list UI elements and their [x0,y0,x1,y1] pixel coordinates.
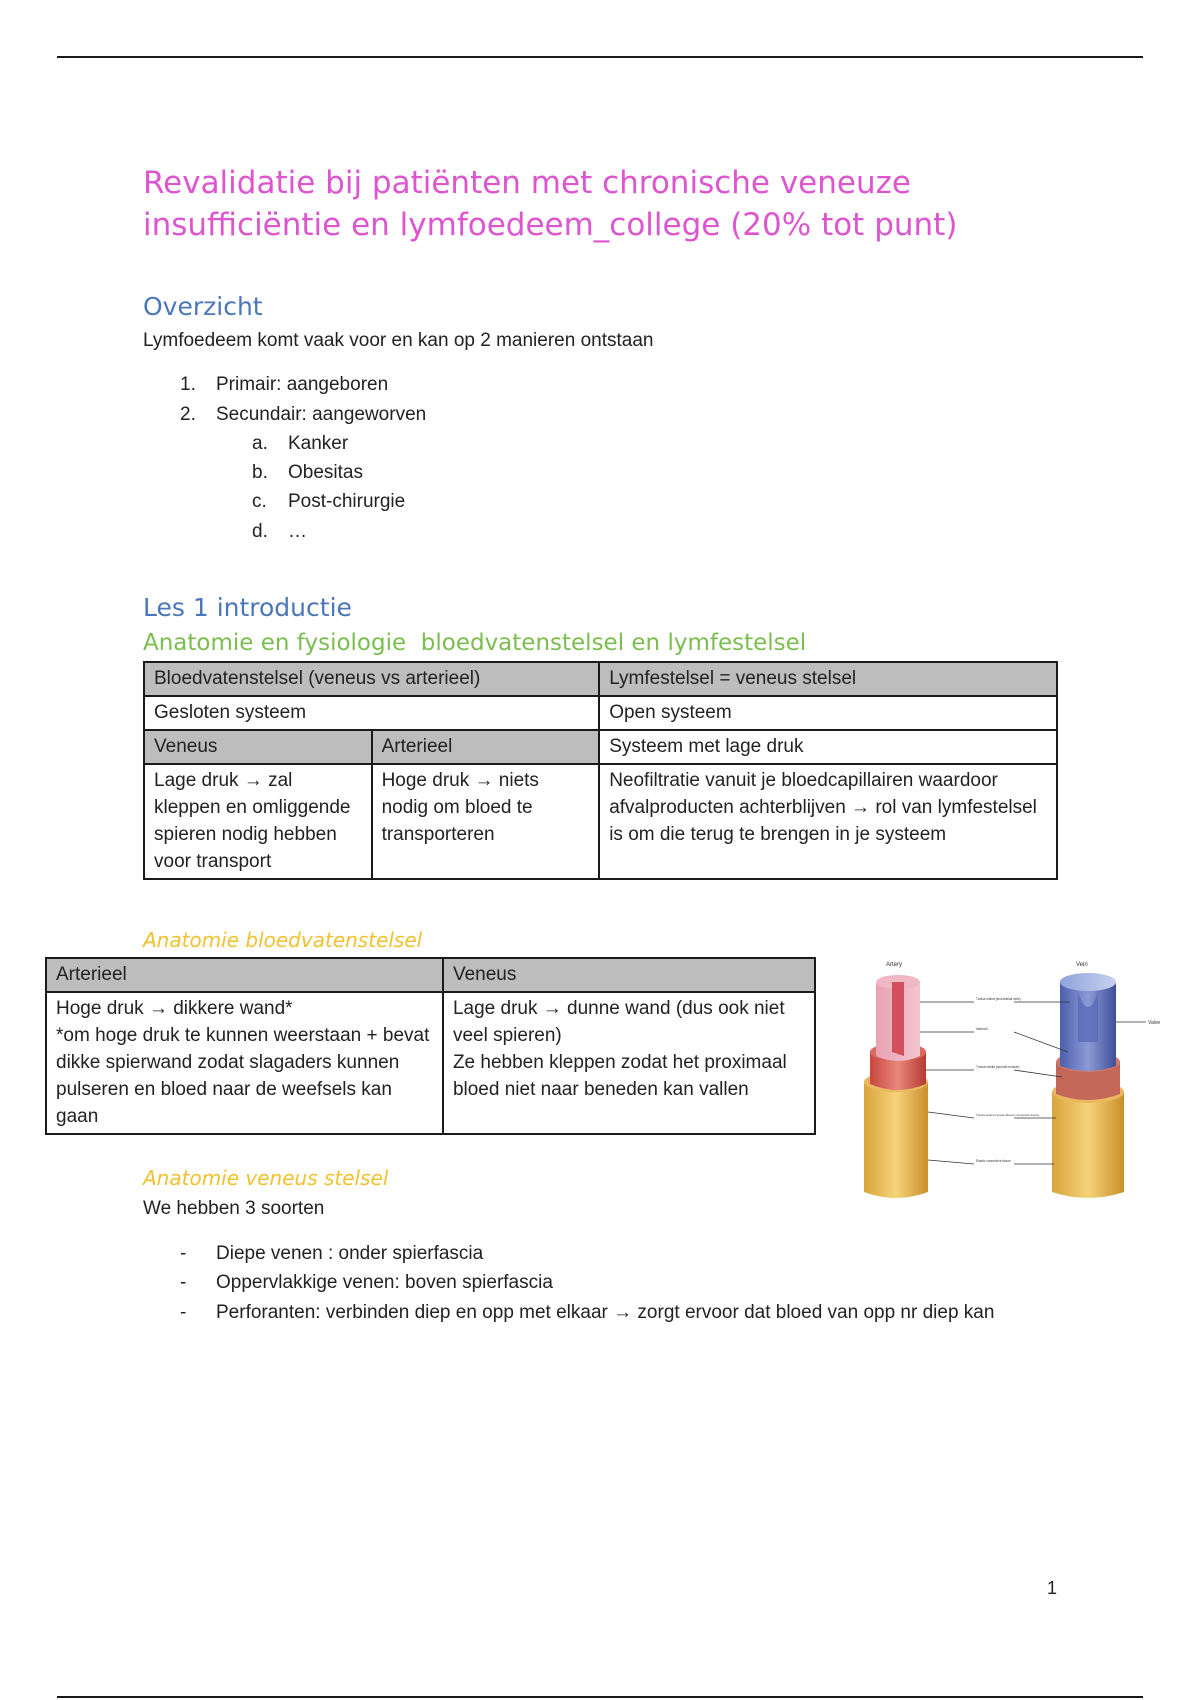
list-text: Secundair: aangeworven [216,404,427,425]
table-cell [443,992,815,1134]
table-cell: Open systeem [599,696,1057,730]
list-text: Perforanten: verbinden diep en opp met elkaar → zorgt ervoor dat bloed van opp nr diep kan [216,1302,995,1323]
list-bullet: - [180,1302,187,1323]
overview-heading: Overzicht [143,292,263,321]
list-bullet: - [180,1272,187,1293]
top-rule [57,56,1143,58]
table-header-arterial: Arterieel [372,730,600,764]
list-text: Diepe venen : onder spierfascia [216,1243,484,1264]
label-artery: Artery [886,962,903,968]
comparison-table [143,661,1058,880]
artery-vein-illustration [856,952,1168,1202]
table-cell: Neofiltratie vanuit je bloedcapillairen waardoor afvalproducten achterblijven → rol van lymfestelsel is om die terug te brengen in je systeem [599,764,1057,879]
table-header-arterial: Arterieel [46,958,443,992]
cell-line: Ze hebben kleppen zodat het proximaal bloed niet naar beneden kan vallen [452,1052,787,1100]
table-cell: Systeem met lage druk [599,730,1057,764]
label-layer: Tunica intima (endothelial cells) [976,997,1021,1001]
table-header-blood: Bloedvatenstelsel (veneus vs arterieel) [144,662,599,696]
cell-line: Lage druk → dunne wand (dus ook niet veel spieren) [452,998,785,1046]
label-vein: Vein [1076,962,1088,968]
artery-drawing [864,975,928,1198]
label-layer: Internal l. [976,1027,990,1031]
list-text: Primair: aangeboren [216,374,389,395]
list-text: Kanker [288,433,349,454]
cell-line: *om hoge druk te kunnen weerstaan + bevat dikke spierwand zodat slagaders kunnen pulseren en bloed naar de weefsels kan gaan [56,1025,430,1127]
list-text: Post-chirurgie [288,491,406,512]
les1-subheading: Anatomie en fysiologie bloedvatenstelsel en lymfestelsel [143,630,807,656]
table-cell [46,992,443,1134]
list-letter: b. [252,462,268,483]
les1-heading: Les 1 introductie [143,593,352,622]
list-letter: d. [252,521,268,542]
list-letter: a. [252,433,268,454]
list-text: Obesitas [288,462,363,483]
list-number: 2. [180,404,196,425]
venous-system-heading: Anatomie veneus stelsel [143,1166,389,1190]
document-title: Revalidatie bij patiënten met chronische veneuze insufficiëntie en lymfoedeem_college (20% tot punt) [143,165,958,243]
table-header-venous: Veneus [443,958,815,992]
venous-system-intro: We hebben 3 soorten [143,1198,325,1219]
label-layer: Tunica externa (loose fibrous connective tissue) [976,1113,1040,1117]
list-bullet: - [180,1243,187,1264]
overview-intro: Lymfoedeem komt vaak voor en kan op 2 manieren ontstaan [143,330,654,351]
list-number: 1. [180,374,196,395]
cell-line: Hoge druk → dikkere wand* [56,998,293,1019]
bottom-rule [57,1696,1143,1698]
page-number: 1 [1047,1578,1058,1598]
table-cell: Hoge druk → niets nodig om bloed te transporteren [372,764,600,879]
anatomy-blood-heading: Anatomie bloedvatenstelsel [143,928,423,952]
label-layer: Tunica media (smooth muscle) [976,1065,1020,1069]
blood-vessel-table [45,957,816,1135]
table-header-venous: Veneus [144,730,372,764]
list-letter: c. [252,491,267,512]
table-cell: Gesloten systeem [144,696,599,730]
list-text: … [288,521,307,542]
table-header-lymph: Lymfestelsel = veneus stelsel [599,662,1057,696]
list-text: Oppervlakkige venen: boven spierfascia [216,1272,553,1293]
vein-drawing [1052,973,1124,1198]
table-cell: Lage druk → zal kleppen en omliggende spieren nodig hebben voor transport [144,764,372,879]
label-layer: Elastic connective tissue [976,1159,1011,1163]
label-valve: Valve [1148,1020,1161,1026]
